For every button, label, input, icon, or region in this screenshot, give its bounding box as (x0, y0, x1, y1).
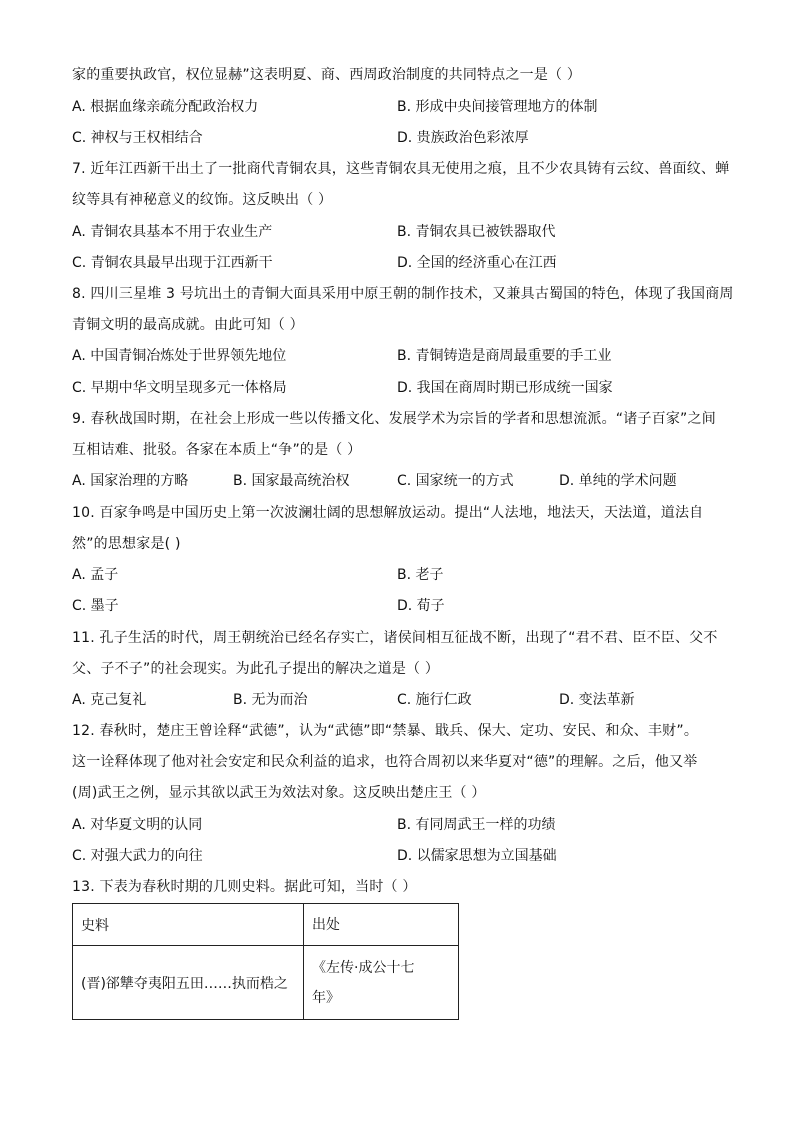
q11-option-b: B. 无为而治 (233, 692, 308, 708)
table-header-source: 史料 (73, 904, 304, 946)
q10-stem-line1: 10. 百家争鸣是中国历史上第一次波澜壮阔的思想解放运动。提出“人法地，地法天，天法道，道法自 (72, 505, 704, 521)
q10-option-a: A. 孟子 (72, 567, 119, 583)
table-cell-origin-line2: 年》 (312, 989, 340, 1006)
q7-option-d: D. 全国的经济重心在江西 (397, 255, 557, 271)
q9-option-c: C. 国家统一的方式 (397, 473, 514, 489)
q8-option-a: A. 中国青铜冶炼处于世界领先地位 (72, 348, 287, 364)
q8-option-c: C. 早期中华文明呈现多元一体格局 (72, 380, 287, 396)
q6-option-b: B. 形成中央间接管理地方的体制 (397, 99, 598, 115)
q9-option-a: A. 国家治理的方略 (72, 473, 189, 489)
q9-stem-line2: 互相诘难、批驳。各家在本质上“争”的是（ ） (72, 442, 362, 458)
q6-option-c: C. 神权与王权相结合 (72, 130, 203, 146)
q7-stem-line2: 纹等具有神秘意义的纹饰。这反映出（ ） (72, 192, 333, 208)
table-cell-origin (304, 946, 459, 1020)
source-table (72, 903, 459, 1020)
q6-option-a: A. 根据血缘亲疏分配政治权力 (72, 99, 259, 115)
q8-stem-line2: 青铜文明的最高成就。由此可知（ ） (72, 317, 304, 333)
q12-stem-line1: 12. 春秋时，楚庄王曾诠释“武德”，认为“武德”即“禁暴、戢兵、保大、定功、安民、和众、丰财”。 (72, 723, 699, 739)
q12-stem-line2: 这一诠释体现了他对社会安定和民众利益的追求，也符合周初以来华夏对“德”的理解。之后，他又举 (72, 754, 698, 770)
table-cell-source: (晋)郤犨夺夷阳五田……执而梏之 (73, 946, 304, 1020)
q12-stem-line3: (周)武王之例，显示其欲以武王为效法对象。这反映出楚庄王（ ） (72, 785, 486, 801)
q13-stem-line1: 13. 下表为春秋时期的几则史料。据此可知，当时（ ） (72, 879, 417, 895)
q10-option-c: C. 墨子 (72, 598, 119, 614)
q11-stem-line1: 11. 孔子生活的时代，周王朝统治已经名存实亡，诸侯间相互征战不断，出现了“君不君、臣不臣、父不 (72, 630, 718, 646)
q6-option-d: D. 贵族政治色彩浓厚 (397, 130, 529, 146)
q10-stem-line2: 然”的思想家是( ) (72, 536, 181, 552)
q12-option-c: C. 对强大武力的向往 (72, 848, 203, 864)
q9-option-d: D. 单纯的学术问题 (559, 473, 677, 489)
q9-option-b: B. 国家最高统治权 (233, 473, 350, 489)
q7-stem-line1: 7. 近年江西新干出土了一批商代青铜农具，这些青铜农具无使用之痕，且不少农具铸有云纹、兽面纹、蝉 (72, 161, 730, 177)
question-6-stem-tail: 家的重要执政官，权位显赫”这表明夏、商、西周政治制度的共同特点之一是（ ） (72, 67, 582, 83)
q11-option-d: D. 变法革新 (559, 692, 635, 708)
table-header-origin: 出处 (304, 904, 459, 946)
q11-option-c: C. 施行仁政 (397, 692, 472, 708)
q12-option-a: A. 对华夏文明的认同 (72, 817, 203, 833)
q7-option-a: A. 青铜农具基本不用于农业生产 (72, 224, 273, 240)
q11-option-a: A. 克己复礼 (72, 692, 147, 708)
q8-option-b: B. 青铜铸造是商周最重要的手工业 (397, 348, 612, 364)
q8-option-d: D. 我国在商周时期已形成统一国家 (397, 380, 613, 396)
q12-option-d: D. 以儒家思想为立国基础 (397, 848, 557, 864)
table-row (73, 946, 459, 1020)
q10-option-d: D. 荀子 (397, 598, 445, 614)
table-header-row (73, 904, 459, 946)
q12-option-b: B. 有同周武王一样的功绩 (397, 817, 556, 833)
q11-stem-line2: 父、子不子”的社会现实。为此孔子提出的解决之道是（ ） (72, 661, 440, 677)
q8-stem-line1: 8. 四川三星堆 3 号坑出土的青铜大面具采用中原王朝的制作技术，又兼具古蜀国的特色，体现了我国商周 (72, 286, 734, 302)
q7-option-c: C. 青铜农具最早出现于江西新干 (72, 255, 273, 271)
q9-stem-line1: 9. 春秋战国时期，在社会上形成一些以传播文化、发展学术为宗旨的学者和思想流派。“诸子百家”之间 (72, 411, 716, 427)
table-cell-origin-line1: 《左传·成公十七 (312, 959, 415, 976)
q10-option-b: B. 老子 (397, 567, 444, 583)
q7-option-b: B. 青铜农具已被铁器取代 (397, 224, 556, 240)
